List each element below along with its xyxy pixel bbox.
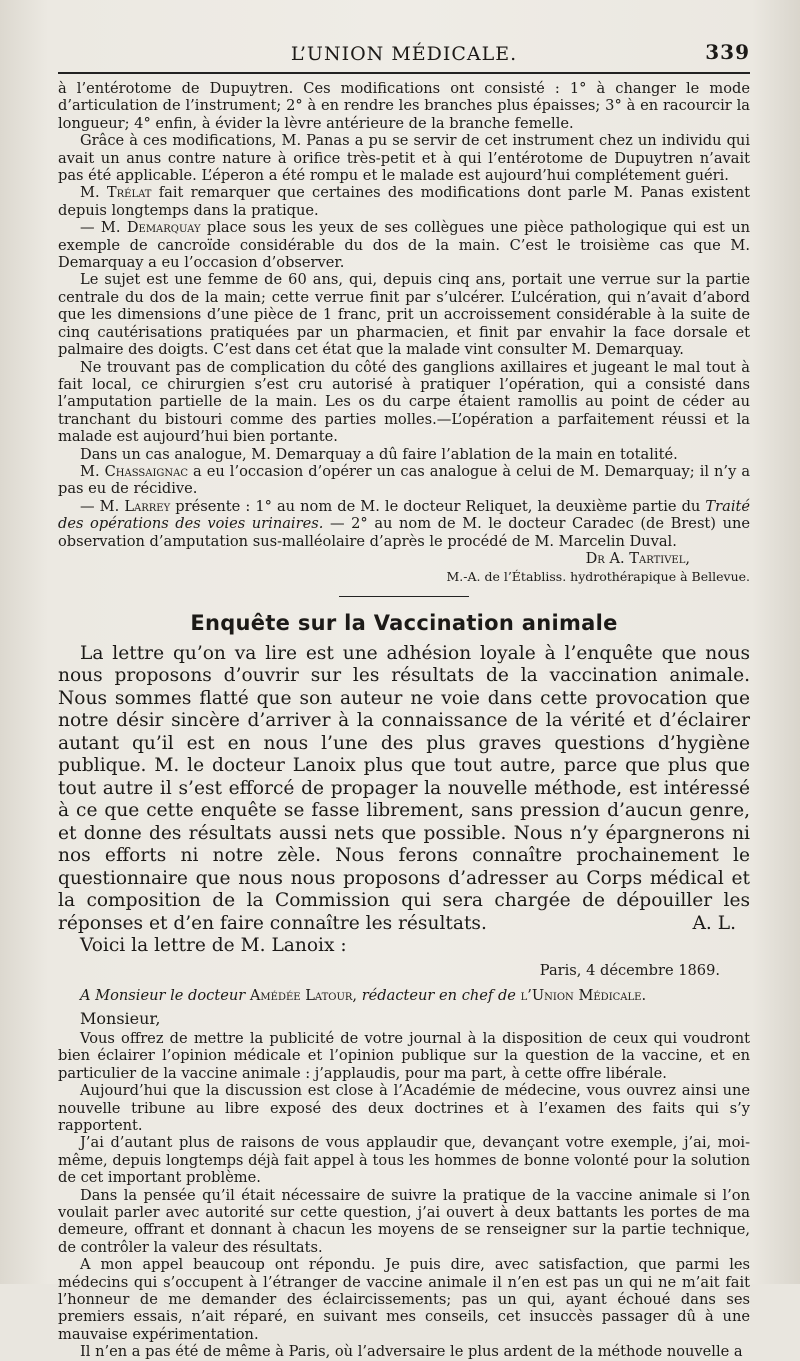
paragraph: Dans un cas analogue, M. Demarquay a dû faire l’ablation de la main en totalité. [80, 445, 678, 463]
intro-text: La lettre qu’on va lire est une adhésion loyale à l’enquête que nous nous proposons d’ouvrir sur les résultats de la vaccination animale. Nous sommes flatté que son auteur ne voie dans cette provocation que notre désir sincère d’arriver à la connaissance de la vérité et d’éclairer autant qu’il est en nous l’une des plus graves questions d’hygiène publique. M. le docteur Lanoix plus que tout autre, parce que plus que tout autre il s’est efforcé de propager la nouvelle méthode, est intéressé à ce que cette enquête se fasse librement, sans pression d’aucun genre, et donne des résultats aussi nets que possible. Nous n’y épargnerons ni nos efforts ni notre zèle. Nous ferons connaître prochainement le questionnaire que nous nous proposons d’adresser au Corps médical et la composition de la Commission qui sera chargée de dépouiller les réponses et d’en faire connaître les résultats. [58, 642, 750, 934]
paragraph: à l’entérotome de Dupuytren. Ces modifications ont consisté : 1° à changer le mode d’articulation de l’instrument; 2° à en rendre les branches plus épaisses; 3° à en racourcir la longueur; 4° enfin, à évider la lèvre antérieure de la branche femelle. [58, 80, 750, 132]
intro-paragraph [58, 643, 750, 936]
paragraph: Ne trouvant pas de complication du côté des ganglions axillaires et jugeant le mal tout à fait local, ce chirurgien s’est cru autorisé à pratiquer l’opération, qui a consisté dans l’amputation partielle de la main. Les os du carpe étaient ramollis au point de céder au tranchant du bistouri comme des parties molles.—L’opération a parfaitement réussi et la malade est aujourd’hui bien portante. [58, 358, 750, 446]
prefix: M. [80, 462, 100, 480]
letter-paragraph: Aujourd’hui que la discussion est close à l’Académie de médecine, vous ouvrez ainsi une nouvelle tribune au libre exposé des deux doctrines et à l’examen des faits qui s’y rapportent. [58, 1082, 750, 1134]
journal-name: l’Union Médicale. [520, 986, 647, 1004]
paragraph [58, 498, 750, 550]
prefix: M. [80, 184, 100, 202]
letter-body [58, 1030, 750, 1361]
paragraph [58, 184, 750, 219]
speaker-name: Trélat [106, 184, 152, 202]
speaker-name: Demarquay [126, 219, 201, 237]
article-intro [58, 643, 750, 958]
editor-initials: A. L. [692, 912, 736, 934]
paragraph-text: a eu l’occasion d’opérer un cas analogue à celui de M. Demarquay; il n’y a pas eu de récidive. [58, 462, 751, 498]
addressee-name: Amédée Latour, [249, 986, 358, 1004]
prefix: — M. [80, 219, 121, 237]
letter-paragraph: A mon appel beaucoup ont répondu. Je puis dire, avec satisfaction, que parmi les médecins qui s’occupent à l’étranger de vaccine animale il n’en est pas un qui ne m’ait fait l’honneur de me demander des éclaircissements; pas un qui, ayant échoué dans ses premiers essais, n’ait réparé, en suivant mes conseils, cet insuccès passager dû à une mauvaise expérimentation. [58, 1256, 750, 1343]
page-number: 339 [705, 40, 750, 64]
letter-paragraph: Il n’en a pas été de même à Paris, où l’adversaire le plus ardent de la méthode nouvelle a [80, 1343, 743, 1361]
paragraph: Grâce à ces modifications, M. Panas a pu se servir de cet instrument chez un individu qui avait un anus contre nature à orifice très-petit et à qui l’entérotome de Dupuytren n’avait pas été applicable. L’éperon a été rompu et le malade est aujourd’hui complétement guéri. [58, 132, 750, 185]
speaker-name: Chassaignac [104, 462, 189, 480]
letter-paragraph: J’ai d’autant plus de raisons de vous applaudir que, devançant votre exemple, j’ai, moi-même, depuis longtemps déjà fait appel à tous les hommes de bonne volonté pour la solution de cet important problème. [58, 1134, 750, 1187]
address-text: A Monsieur le docteur [80, 986, 246, 1004]
author-affiliation: M.-A. de l’Établiss. hydrothérapique à Bellevue. [446, 568, 750, 584]
book-title: Traité des opérations des voies urinaires. [58, 497, 751, 533]
address-text: rédacteur en chef de [361, 986, 516, 1004]
letter-paragraph: Vous offrez de mettre la publicité de votre journal à la disposition de ceux qui voudront bien éclairer l’opinion médicale et l’opinion publique sur la question de la vaccine, et en particulier de la vaccine animale : j’applaudis, pour ma part, à cette offre libérale. [58, 1029, 750, 1082]
paragraph [58, 463, 750, 498]
paragraph: Le sujet est une femme de 60 ans, qui, depuis cinq ans, portait une verrue sur la partie centrale du dos de la main; cette verrue finit par s’ulcérer. L’ulcération, qui n’avait d’abord que les dimensions d’une pièce de 1 franc, prit un accroissement considérable à la suite de cinq cautérisations pratiquées par un pharmacien, et finit par envahir la face dorsale et palmaire des doigts. C’est dans cet état que la malade vint consulter M. Demarquay. [58, 271, 750, 359]
speaker-name: Larrey [124, 497, 171, 515]
paragraph [58, 219, 750, 271]
letter-salutation: Monsieur, [80, 1008, 161, 1028]
letter-address [58, 986, 750, 1006]
prefix: — M. [80, 497, 120, 515]
paragraph-text: présente : 1° au nom de M. le docteur Reliquet, la deuxième partie du [175, 497, 701, 515]
letter-dateline: Paris, 4 décembre 1869. [539, 961, 720, 979]
journal-title: L’UNION MÉDICALE. [290, 43, 518, 65]
running-header [58, 36, 750, 74]
section-divider [339, 596, 469, 597]
paragraph-text: place sous les yeux de ses collègues une pièce pathologique qui est un exemple de cancroïde considérable du dos de la main. C’est le troisième cas que M. Demarquay a eu l’occasion d’observer. [58, 219, 750, 272]
paragraph-text: — 2° au nom de M. le docteur Caradec (de Brest) une observation d’amputation sus-malléolaire d’après le procédé de M. Marcelin Duval. [58, 515, 751, 550]
paragraph-text: fait remarquer que certaines des modifications dont parle M. Panas existent depuis longtemps dans la pratique. [58, 184, 750, 219]
letter-paragraph: Dans la pensée qu’il était nécessaire de suivre la pratique de la vaccine animale si l’on voulait parler avec autorité sur cette question, j’ai ouvert à deux battants les portes de ma demeure, offrant et donnant à chacun les moyens de se renseigner sur la partie technique, de contrôler la valeur des résultats. [58, 1186, 750, 1256]
society-report [58, 80, 750, 586]
author-signature: Dr A. Tartivel, [585, 549, 690, 567]
lead-in: Voici la lettre de M. Lanoix : [80, 935, 347, 957]
article-heading: Enquête sur la Vaccination animale [190, 610, 618, 635]
